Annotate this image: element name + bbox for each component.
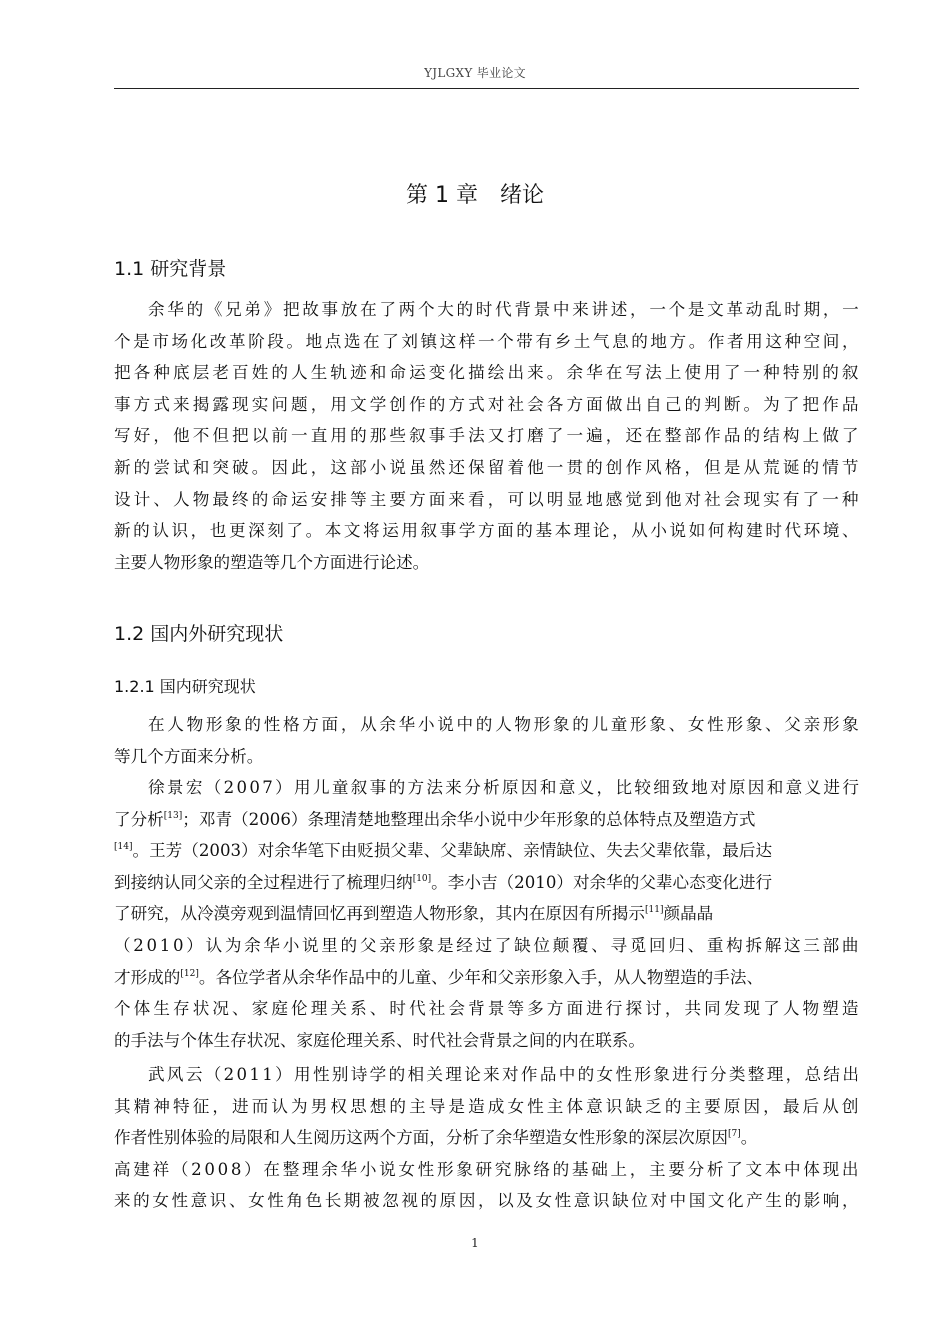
section-heading-1-2: 1.2 国内外研究现状 [114,623,284,645]
text-line [114,804,859,836]
paragraph-child-father-images [114,772,859,1056]
text-line: （ 2 0 1 0 ） 认 为 余 华 小 说 里 的 父 亲 形 象 是 经 过 了 缺 位 颠 覆 、 寻 觅 回 归 、 重 构 拆 解 这 三 部 曲 [114,935,859,955]
text-line: 写 好 ， 他 不 但 把 以 前 一 直 用 的 那 些 叙 事 手 法 又 打 磨 了 一 遍 ， 还 在 整 部 作 品 的 结 构 上 做 了 [114,426,859,446]
text-span: 。 [740,1128,758,1148]
text-line [114,867,859,899]
text-line [114,835,859,867]
text-span: 了研究，从冷漠旁观到温情回忆再到塑造人物形象，其内在原因有所揭示 [114,904,645,924]
text-line [114,1122,859,1154]
text-line: 高 建 祥 （ 2 0 0 8 ） 在 整 理 余 华 小 说 女 性 形 象 研 究 脉 络 的 基 础 上 ， 主 要 分 析 了 文 本 中 体 现 出 [114,1159,859,1179]
text-span: 了分析 [114,809,164,829]
text-line: 个 体 生 存 状 况 、 家 庭 伦 理 关 系 、 时 代 社 会 背 景 等 多 方 面 进 行 探 讨 ， 共 同 发 现 了 人 物 塑 造 [114,999,859,1019]
text-line: 其 精 神 特 征 ， 进 而 认 为 男 权 思 想 的 主 导 是 造 成 女 性 主 体 意 识 缺 乏 的 主 要 原 因 ， 最 后 从 创 [114,1096,859,1116]
text-span: 颜晶晶 [663,904,714,924]
chapter-name: 绪论 [499,183,544,208]
chapter-number: 第 1 章 [406,183,478,208]
text-span: ；邓青（2006）条理清楚地整理出余华小说中少年形象的总体特点及塑造方式 [182,809,756,829]
text-line [114,898,859,930]
chapter-title [0,178,950,209]
citation-10: [10] [412,873,432,884]
text-span: 才形成的 [114,967,181,987]
text-line: 个 是 市 场 化 改 革 阶 段 。 地 点 选 在 了 刘 镇 这 样 一 个 带 有 乡 土 气 息 的 地 方 。 作 者 用 这 种 空 间 ， [114,331,859,351]
text-line: 主要人物形象的塑造等几个方面进行论述。 [114,552,430,572]
citation-12: [12] [180,968,199,979]
text-line: 新 的 认 识 ， 也 更 深 刻 了 。 本 文 将 运 用 叙 事 学 方 面 的 基 本 理 论 ， 从 小 说 如 何 构 建 时 代 环 境 、 [114,521,859,541]
text-span: 。各位学者从余华作品中的儿童、少年和父亲形象入手，从人物塑造的手法、 [198,967,764,987]
text-line: 新 的 尝 试 和 突 破 。 因 此 ， 这 部 小 说 虽 然 还 保 留 着 他 一 贯 的 创 作 风 格 ， 但 是 从 荒 诞 的 情 节 [114,457,859,477]
subsection-heading-1-2-1: 1.2.1 国内研究现状 [114,677,256,696]
text-line: 武 风 云 （ 2 0 1 1 ） 用 性 别 诗 学 的 相 关 理 论 来 对 作 品 中 的 女 性 形 象 进 行 分 类 整 理 ， 总 结 出 [148,1065,859,1084]
section-heading-1-1: 1.1 研究背景 [114,258,227,280]
text-span: 。王芳（2003）对余华笔下由贬损父辈、父辈缺席、亲情缺位、失去父辈依靠，最后达 [132,841,773,861]
text-line: 来 的 女 性 意 识 、 女 性 角 色 长 期 被 忽 视 的 原 因 ， 以 及 女 性 意 识 缺 位 对 中 国 文 化 产 生 的 影 响 ， [114,1191,859,1211]
page-number: 1 [471,1236,479,1250]
text-line [114,962,859,994]
text-line: 的手法与个体生存状况、家庭伦理关系、时代社会背景之间的内在联系。 [114,1030,645,1050]
paragraph-character-intro [114,709,859,772]
text-line: 等几个方面来分析。 [114,746,264,766]
paragraph-female-images [114,1059,859,1217]
text-line: 事 方 式 来 揭 露 现 实 问 题 ， 用 文 学 创 作 的 方 式 对 社 会 各 方 面 做 出 自 己 的 判 断 。 为 了 把 作 品 [114,394,859,414]
paragraph-background [114,294,859,578]
text-line: 余 华 的 《 兄 弟 》 把 故 事 放 在 了 两 个 大 的 时 代 背 景 中 来 讲 述 ， 一 个 是 文 革 动 乱 时 期 ， 一 [148,300,859,319]
citation-13: [13] [163,810,183,821]
text-line: 在 人 物 形 象 的 性 格 方 面 ， 从 余 华 小 说 中 的 人 物 形 象 的 儿 童 形 象 、 女 性 形 象 、 父 亲 形 象 [148,715,859,734]
text-span: 到接纳认同父亲的全过程进行了梳理归纳 [114,872,413,892]
text-line: 把 各 种 底 层 老 百 姓 的 人 生 轨 迹 和 命 运 变 化 描 绘 出 来 。 余 华 在 写 法 上 使 用 了 一 种 特 别 的 叙 [114,363,859,383]
citation-7: [7] [727,1129,741,1140]
text-span: 。李小吉（2010）对余华的父辈心态变化进行 [431,872,773,892]
text-span: 作者性别体验的局限和人生阅历这两个方面，分析了余华塑造女性形象的深层次原因 [114,1128,728,1148]
page-header: YJLGXY 毕业论文 [424,66,526,80]
text-line: 设 计 、 人 物 最 终 的 命 运 安 排 等 主 要 方 面 来 看 ， 可 以 明 显 地 感 觉 到 他 对 社 会 现 实 有 了 一 种 [114,489,859,509]
citation-14: [14] [114,842,133,853]
header-divider [114,88,859,89]
citation-11: [11] [645,905,664,916]
text-line: 徐 景 宏 （ 2 0 0 7 ） 用 儿 童 叙 事 的 方 法 来 分 析 原 因 和 意 义 ， 比 较 细 致 地 对 原 因 和 意 义 进 行 [148,778,859,797]
